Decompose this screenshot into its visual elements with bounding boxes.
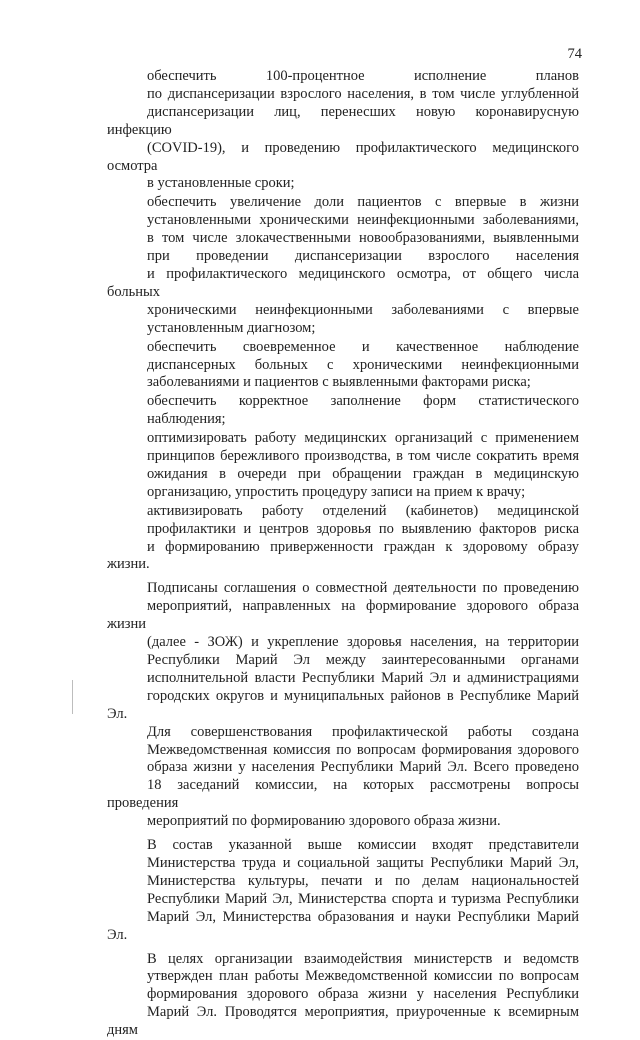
text-line: формирования здорового образа жизни у населения Республики (107, 986, 579, 1004)
text-line: исполнительной власти Республики Марий Эл и администрациями (107, 670, 579, 688)
paragraph-statistics-forms (107, 393, 579, 429)
paragraph-work-plan (107, 951, 579, 1040)
text-line: Республики Марий Эл между заинтересованными органами (107, 652, 579, 670)
text-line: в том числе злокачественными новообразованиями, выявленными (107, 230, 579, 248)
paragraph-agreements (107, 580, 579, 831)
text-line: и формированию приверженности граждан к здоровому образу жизни. (107, 539, 579, 575)
text-line: диспансерных больных с хроническими неинфекционными (107, 357, 579, 375)
text-line: в установленные сроки; (107, 175, 579, 193)
text-line: городских округов и муниципальных районов в Республике Марий Эл. (107, 688, 579, 724)
text-line: В целях организации взаимодействия министерств и ведомств (107, 951, 579, 969)
text-line: обеспечить 100-процентное исполнение планов (107, 68, 579, 86)
text-line: Марий Эл, Министерства образования и науки Республики Марий Эл. (107, 909, 579, 945)
document-body (107, 68, 579, 1040)
text-line: хроническими неинфекционными заболеваниями с впервые (107, 302, 579, 320)
text-line: Министерства культуры, печати и по делам национальностей (107, 873, 579, 891)
paragraph-commission-members (107, 837, 579, 944)
text-line: по диспансеризации взрослого населения, в том числе углубленной (107, 86, 579, 104)
text-line: ожидания в очереди при обращении граждан в медицинскую (107, 466, 579, 484)
paragraph-prevention-units (107, 503, 579, 575)
text-line: установленными хроническими неинфекционными заболеваниями, (107, 212, 579, 230)
text-line: Для совершенствования профилактической работы создана (107, 724, 579, 742)
text-line: обеспечить своевременное и качественное наблюдение (107, 339, 579, 357)
text-line: 18 заседаний комиссии, на которых рассмотрены вопросы проведения (107, 777, 579, 813)
text-line: оптимизировать работу медицинских организаций с применением (107, 430, 579, 448)
paragraph-patient-share (107, 194, 579, 337)
text-line: В состав указанной выше комиссии входят представители (107, 837, 579, 855)
text-line: Подписаны соглашения о совместной деятельности по проведению (107, 580, 579, 598)
text-line: Межведомственная комиссия по вопросам формирования здорового (107, 742, 579, 760)
page-number: 74 (568, 46, 583, 63)
text-line: Республики Марий Эл, Министерства спорта и туризма Республики (107, 891, 579, 909)
text-line: образа жизни у населения Республики Марий Эл. Всего проведено (107, 759, 579, 777)
text-line: Марий Эл. Проводятся мероприятия, приуроченные к всемирным дням (107, 1004, 579, 1040)
text-line: диспансеризации лиц, перенесших новую коронавирусную инфекцию (107, 104, 579, 140)
text-line: обеспечить увеличение доли пациентов с впервые в жизни (107, 194, 579, 212)
text-line: заболеваниями и пациентов с выявленными факторами риска; (107, 374, 579, 392)
text-line: утвержден план работы Межведомственной комиссии по вопросам (107, 968, 579, 986)
text-line: при проведении диспансеризации взрослого населения (107, 248, 579, 266)
text-line: организацию, упростить процедуру записи на прием к врачу; (107, 484, 579, 502)
text-line: Министерства труда и социальной защиты Республики Марий Эл, (107, 855, 579, 873)
text-line: мероприятий по формированию здорового образа жизни. (107, 813, 579, 831)
scan-margin-mark (72, 680, 73, 714)
paragraph-lean-production (107, 430, 579, 502)
text-line: и профилактического медицинского осмотра, от общего числа больных (107, 266, 579, 302)
text-line: обеспечить корректное заполнение форм статистического (107, 393, 579, 411)
text-line: мероприятий, направленных на формирование здорового образа жизни (107, 598, 579, 634)
text-line: установленным диагнозом; (107, 320, 579, 338)
text-line: (далее - ЗОЖ) и укрепление здоровья населения, на территории (107, 634, 579, 652)
text-line: профилактики и центров здоровья по выявлению факторов риска (107, 521, 579, 539)
paragraph-observation (107, 339, 579, 393)
text-line: (COVID-19), и проведению профилактического медицинского осмотра (107, 140, 579, 176)
text-line: наблюдения; (107, 411, 579, 429)
text-line: активизировать работу отделений (кабинетов) медицинской (107, 503, 579, 521)
paragraph-plan-execution (107, 68, 579, 193)
text-line: принципов бережливого производства, в том числе сократить время (107, 448, 579, 466)
